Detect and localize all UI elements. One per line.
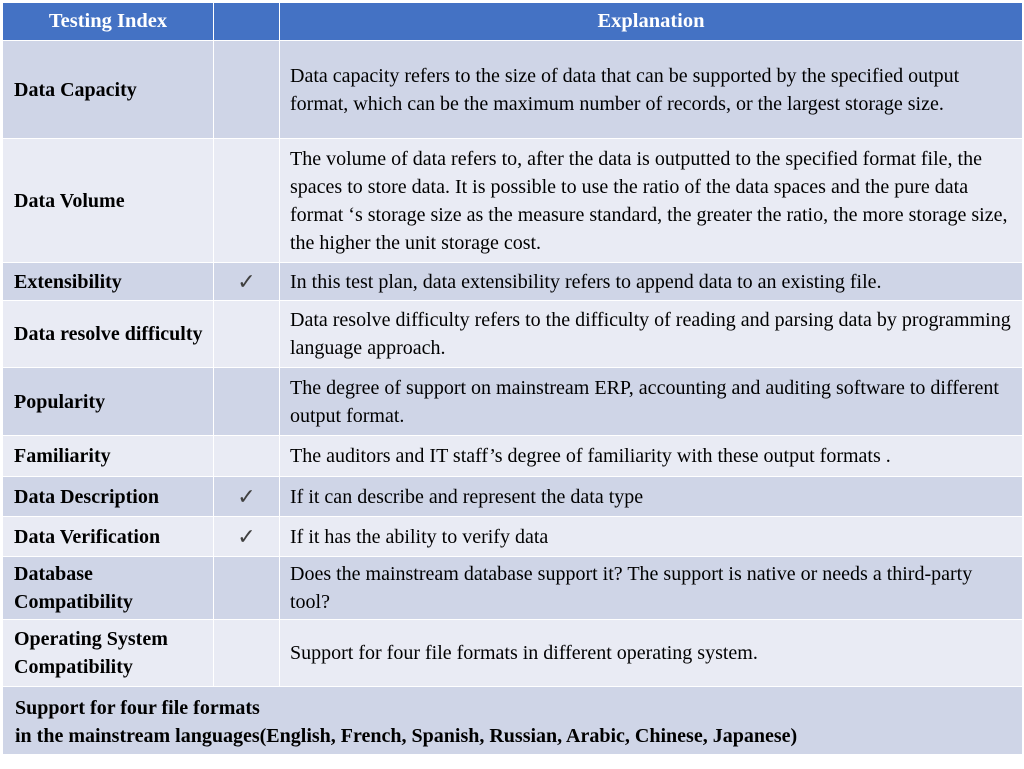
row-index: Data Capacity — [3, 41, 214, 139]
row-index: Familiarity — [3, 436, 214, 477]
row-explanation: If it has the ability to verify data — [280, 517, 1023, 557]
row-check-cell — [214, 41, 280, 139]
row-index: Database Compatibility — [3, 557, 214, 620]
table-row — [3, 477, 1023, 517]
row-index: Popularity — [3, 368, 214, 436]
table-row — [3, 139, 1023, 263]
row-explanation: Does the mainstream database support it? The support is native or needs a third-party tool? — [280, 557, 1023, 620]
row-explanation: The auditors and IT staff’s degree of familiarity with these output formats . — [280, 436, 1023, 477]
row-explanation: The degree of support on mainstream ERP, accounting and auditing software to different output format. — [280, 368, 1023, 436]
header-row — [3, 3, 1023, 41]
row-explanation: In this test plan, data extensibility refers to append data to an existing file. — [280, 263, 1023, 301]
row-check-cell — [214, 517, 280, 557]
row-explanation: The volume of data refers to, after the data is outputted to the specified format file, the spaces to store data. It is possible to use the ratio of the data spaces and the pure data format ‘s storage size as the measure standard, the greater the ratio, the more storage size, the higher the unit storage cost. — [280, 139, 1023, 263]
row-check-cell — [214, 368, 280, 436]
table-row — [3, 517, 1023, 557]
row-check-cell — [214, 620, 280, 687]
row-check-cell — [214, 557, 280, 620]
row-index: Data Verification — [3, 517, 214, 557]
checkmark-icon: ✓ — [237, 523, 256, 549]
row-check-cell — [214, 301, 280, 368]
row-index: Data Volume — [3, 139, 214, 263]
header-testing-index: Testing Index — [3, 3, 214, 41]
row-explanation: Support for four file formats in different operating system. — [280, 620, 1023, 687]
checkmark-icon: ✓ — [237, 268, 256, 294]
row-check-cell — [214, 263, 280, 301]
checkmark-icon: ✓ — [237, 483, 256, 509]
row-index: Data resolve difficulty — [3, 301, 214, 368]
row-index: Data Description — [3, 477, 214, 517]
row-check-cell — [214, 477, 280, 517]
footer-row — [3, 687, 1023, 755]
table-row — [3, 301, 1023, 368]
row-explanation: Data capacity refers to the size of data that can be supported by the specified output format, which can be the maximum number of records, or the largest storage size. — [280, 41, 1023, 139]
testing-index-table — [2, 2, 1023, 755]
header-check — [214, 3, 280, 41]
row-check-cell — [214, 139, 280, 263]
row-index: Extensibility — [3, 263, 214, 301]
header-explanation: Explanation — [280, 3, 1023, 41]
footer-line-1: Support for four file formats — [15, 696, 260, 719]
table-row — [3, 436, 1023, 477]
table-row — [3, 557, 1023, 620]
row-check-cell — [214, 436, 280, 477]
row-index: Operating System Compatibility — [3, 620, 214, 687]
row-explanation: Data resolve difficulty refers to the difficulty of reading and parsing data by programming language approach. — [280, 301, 1023, 368]
table-row — [3, 263, 1023, 301]
footer-cell — [3, 687, 1023, 755]
table-row — [3, 41, 1023, 139]
table-row — [3, 368, 1023, 436]
row-explanation: If it can describe and represent the data type — [280, 477, 1023, 517]
table-row — [3, 620, 1023, 687]
footer-line-2: in the mainstream languages(English, French, Spanish, Russian, Arabic, Chinese, Japanese) — [15, 724, 798, 747]
